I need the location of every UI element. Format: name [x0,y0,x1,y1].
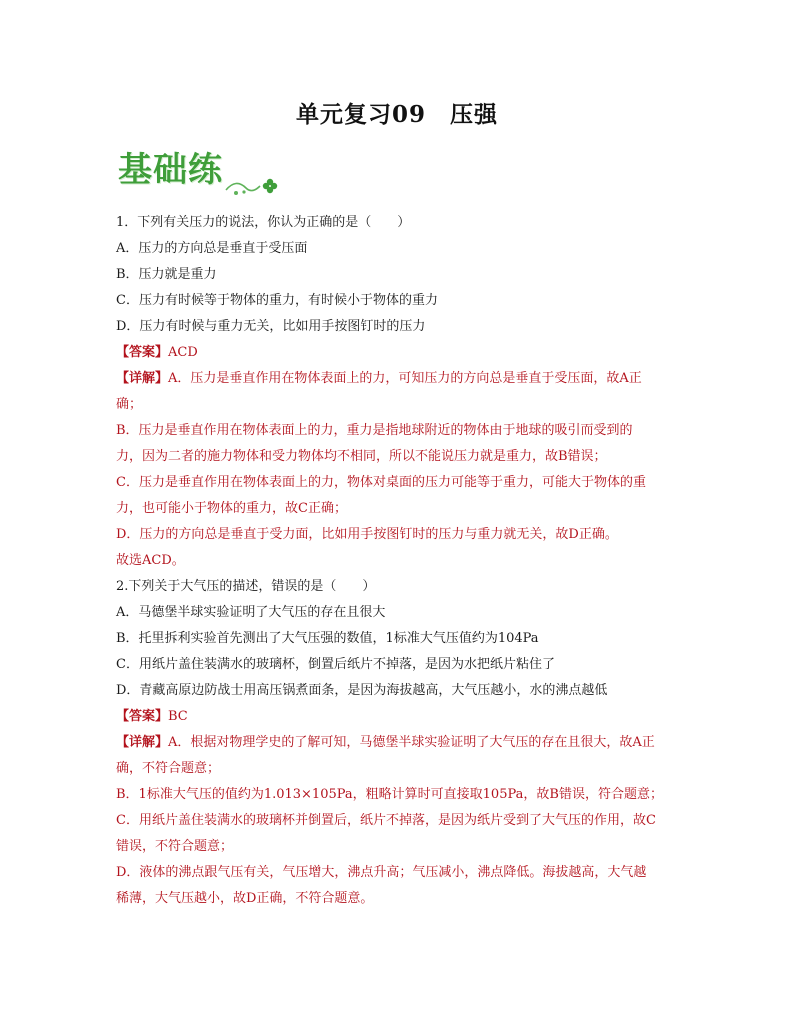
answer-tag: 【答案】 [116,345,169,360]
q2-answer [116,704,676,730]
q2-detail-line: 稀薄，大气压越小，故D正确，不符合题意。 [116,891,374,906]
q1-option-d: D．压力有时候与重力无关，比如用手按图钉时的压力 [116,319,426,334]
q1-option-a: A．压力的方向总是垂直于受压面 [116,241,308,256]
q1-detail-line: 力，也可能小于物体的重力，故C正确； [116,501,347,516]
q2-option-d: D．青藏高原边防战士用高压锅煮面条，是因为海拔越高，大气压越小，水的沸点越低 [116,683,608,698]
detail-tag: 【详解】 [116,735,169,750]
q1-option-c: C．压力有时候等于物体的重力，有时候小于物体的重力 [116,293,438,308]
q1-detail-line: D．压力的方向总是垂直于受力面，比如用手按图钉时的压力与重力就无关，故D正确。 [116,527,618,542]
q1-detail-line: 故选ACD。 [116,553,185,568]
q2-detail-line: C．用纸片盖住装满水的玻璃杯并倒置后，纸片不掉落，是因为纸片受到了大气压的作用，故C [116,813,656,828]
q1-detail-line: 力，因为二者的施力物体和受力物体均不相同，所以不能说压力就是重力，故B错误； [116,449,607,464]
q2-option-c: C．用纸片盖住装满水的玻璃杯，倒置后纸片不掉落，是因为水把纸片粘住了 [116,657,555,672]
question-content [116,210,676,912]
answer-value: ACD [168,345,198,360]
page-title: 单元复习09 压强 [295,101,498,128]
q2-detail-line: 错误，不符合题意； [116,839,234,854]
q1-stem: 1．下列有关压力的说法，你认为正确的是（ ） [116,215,411,230]
q2-detail-line: 确，不符合题意； [116,761,221,776]
q2-option-b: B．托里拆利实验首先测出了大气压强的数值，1标准大气压值约为104Pa [116,631,539,646]
detail-tag: 【详解】 [116,371,169,386]
section-badge [118,148,288,198]
q2-option-a: A．马德堡半球实验证明了大气压的存在且很大 [116,605,386,620]
section-badge-label: 基础练 [118,150,223,190]
q1-detail-line: B．压力是垂直作用在物体表面上的力，重力是指地球附近的物体由于地球的吸引而受到的 [116,423,633,438]
q1-answer [116,340,676,366]
q1-detail-line: 确； [116,397,143,412]
q1-option-b: B．压力就是重力 [116,267,217,282]
q2-detail-line: B．1标准大气压的值约为1.013×105Pa，粗略计算时可直接取105Pa，故B错误，符合题意； [116,787,663,802]
q2-detail-line: D．液体的沸点跟气压有关，气压增大，沸点升高；气压减小，沸点降低。海拔越高，大气越 [116,865,647,880]
answer-value: BC [168,709,188,724]
answer-tag: 【答案】 [116,709,169,724]
q2-stem: 2.下列关于大气压的描述，错误的是（ ） [116,579,376,594]
q1-detail-line: C．压力是垂直作用在物体表面上的力，物体对桌面的压力可能等于重力，可能大于物体的重 [116,475,646,490]
q1-detail-line: 【详解】A．压力是垂直作用在物体表面上的力，可知压力的方向总是垂直于受压面，故A正 [116,371,642,386]
q2-detail-line: 【详解】A．根据对物理学史的了解可知，马德堡半球实验证明了大气压的存在且很大，故A正 [116,735,655,750]
